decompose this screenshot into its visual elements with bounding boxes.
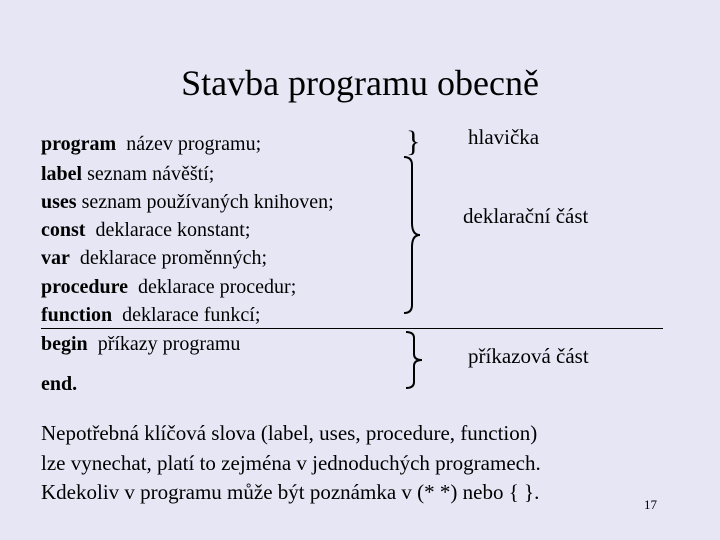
keyword: program (41, 133, 117, 155)
section-label-header: hlavička (468, 125, 540, 149)
code-line-var (41, 247, 267, 270)
section-label-declarations: deklarační část (463, 204, 589, 228)
code-text: deklarace proměnných; (79, 247, 268, 269)
header-brace-icon: } (406, 125, 421, 158)
code-line-uses (41, 191, 334, 214)
code-text: deklarace funkcí; (122, 304, 261, 326)
keyword: function (41, 304, 113, 326)
code-text: seznam používaných knihoven; (81, 191, 334, 213)
code-text: deklarace konstant; (95, 219, 251, 241)
keyword: uses (41, 191, 77, 213)
note-line: lze vynechat, platí to zejména v jednoduchých programech. (41, 451, 541, 475)
code-line-begin (41, 333, 240, 356)
code-text: deklarace procedur; (138, 276, 297, 298)
page-number: 17 (644, 497, 657, 512)
keyword: end. (41, 373, 78, 395)
section-divider (41, 328, 663, 329)
code-line-procedure (41, 276, 296, 299)
code-line-const (41, 219, 250, 242)
keyword: label (41, 163, 83, 185)
code-line-program (41, 133, 261, 156)
keyword: begin (41, 333, 88, 355)
statements-brace-icon (400, 330, 428, 390)
note-line: Nepotřebná klíčová slova (label, uses, procedure, function) (41, 421, 538, 445)
code-text: příkazy programu (97, 333, 241, 355)
code-line-function (41, 304, 260, 327)
code-text: název programu; (126, 133, 262, 155)
section-label-statements: příkazová část (468, 344, 589, 368)
code-line-label (41, 163, 214, 186)
slide-title: Stavba programu obecně (181, 63, 539, 103)
note-line: Kdekoliv v programu může být poznámka v (* *) nebo { }. (41, 480, 540, 504)
declarations-brace-icon (398, 155, 426, 315)
code-line-end (41, 373, 77, 396)
code-text: seznam návěští; (87, 163, 215, 185)
keyword: var (41, 247, 70, 269)
keyword: const (41, 219, 86, 241)
keyword: procedure (41, 276, 129, 298)
